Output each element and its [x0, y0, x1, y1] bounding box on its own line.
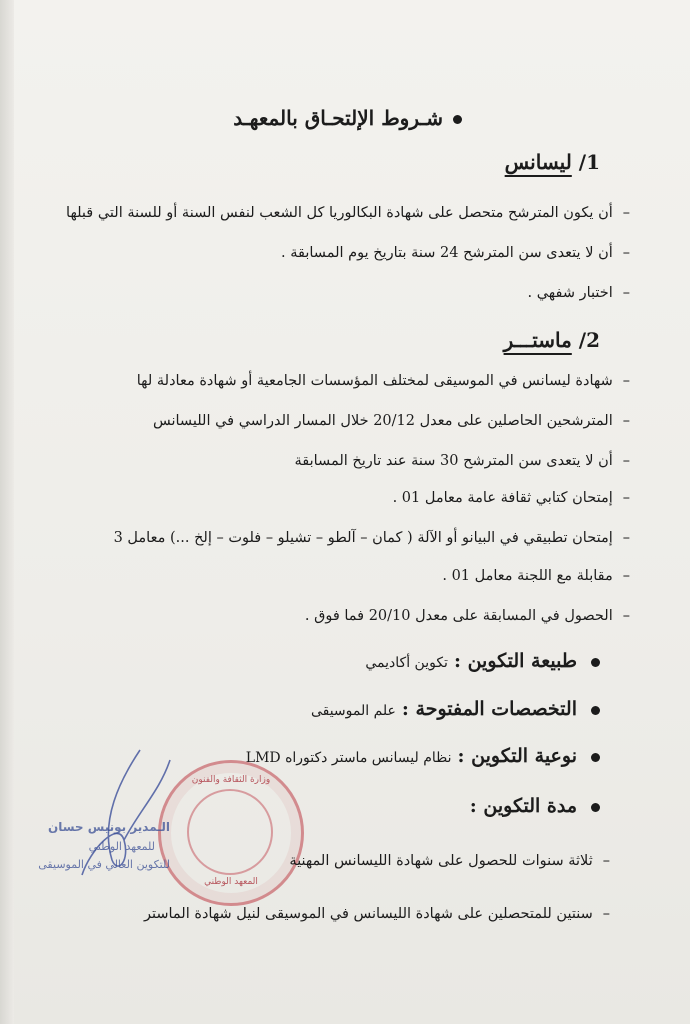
bullet-icon — [591, 803, 600, 812]
duration-item-text: ثلاثة سنوات للحصول على شهادة الليسانس المهنية — [289, 853, 593, 869]
dash-icon: – — [622, 490, 630, 506]
duration-item-text: سنتين للمتحصلين على شهادة الليسانس في الموسيقى لنيل شهادة الماستر — [143, 906, 593, 922]
section-licence-heading — [505, 150, 600, 174]
licence-item-text: اختبار شفهي . — [527, 285, 613, 301]
info-value: علم الموسيقى — [310, 703, 396, 719]
master-item-text: مقابلة مع اللجنة معامل 01 . — [442, 568, 613, 584]
section-number: 2/ — [578, 328, 600, 352]
licence-item-3 — [528, 285, 631, 301]
stamp-bottom-text: المعهد الوطني — [204, 877, 258, 887]
licence-item-2 — [281, 245, 630, 261]
master-item-2 — [153, 413, 630, 429]
info-value: تكوين أكاديمي — [365, 655, 448, 671]
signature-line2: للمعهد الوطني — [88, 840, 155, 853]
dash-icon: – — [622, 453, 630, 469]
master-item-3 — [294, 453, 630, 469]
bullet-icon — [591, 706, 600, 715]
info-label: التخصصات المفتوحة : — [401, 698, 577, 720]
dash-icon: – — [622, 568, 630, 584]
title-text: شـروط الإلتحـاق بالمعهـد — [233, 106, 443, 130]
title-bullet-icon — [453, 115, 462, 124]
dash-icon: – — [602, 906, 610, 922]
info-nature — [365, 650, 600, 672]
master-item-text: الحصول في المسابقة على معدل 20/10 فما فوق . — [304, 608, 613, 624]
info-label: نوعية التكوين : — [457, 745, 577, 767]
dash-icon: – — [622, 285, 630, 301]
master-item-text: شهادة ليسانس في الموسيقى لمختلف المؤسسات الجامعية أو شهادة معادلة لها — [136, 373, 613, 389]
dash-icon: – — [622, 608, 630, 624]
licence-item-text: أن يكون المترشح متحصل على شهادة البكالوريا كل الشعب لنفس السنة أو للسنة التي قبلها — [66, 205, 613, 221]
duration-item-1 — [289, 853, 610, 869]
section-label: ليسانس — [504, 150, 572, 174]
master-item-4 — [393, 490, 630, 506]
section-label: ماستـــر — [503, 328, 572, 352]
dash-icon: – — [622, 245, 630, 261]
master-item-5 — [114, 530, 630, 546]
stamp-top-text: وزارة الثقافة والفنون — [191, 775, 271, 785]
page-fold-shadow — [0, 0, 14, 1024]
bullet-icon — [591, 753, 600, 762]
master-item-7 — [305, 608, 630, 624]
signature-name: الـمدير بونيس حسان — [47, 820, 170, 834]
bullet-icon — [591, 658, 600, 667]
dash-icon: – — [622, 373, 630, 389]
signature-line3: للتكوين العالي في الموسيقى — [38, 858, 170, 871]
dash-icon: – — [622, 530, 630, 546]
master-item-text: إمتحان كتابي ثقافة عامة معامل 01 . — [392, 490, 613, 506]
master-item-text: المترشحين الحاصلين على معدل 20/12 خلال المسار الدراسي في الليسانس — [152, 413, 613, 429]
info-value: نظام ليسانس ماستر دكتوراه LMD — [245, 750, 452, 766]
info-duration — [470, 795, 600, 817]
info-label: مدة التكوين : — [469, 795, 577, 817]
document-title — [233, 106, 462, 130]
section-master-heading — [504, 328, 600, 352]
info-type — [246, 745, 600, 767]
duration-item-2 — [144, 906, 610, 922]
master-item-6 — [442, 568, 630, 584]
info-label: طبيعة التكوين : — [453, 650, 577, 672]
info-specialties — [311, 698, 600, 720]
master-item-1 — [137, 373, 630, 389]
master-item-text: أن لا يتعدى سن المترشح 30 سنة عند تاريخ المسابقة — [294, 453, 613, 469]
master-item-text: إمتحان تطبيقي في البيانو أو الآلة ( كمان – آلطو – تشيلو – فلوت – إلخ ...) معامل 3 — [113, 530, 613, 546]
section-number: 1/ — [578, 150, 600, 174]
dash-icon: – — [622, 413, 630, 429]
stamp-inner-ring — [187, 789, 273, 875]
licence-item-1 — [66, 205, 630, 221]
dash-icon: – — [602, 853, 610, 869]
licence-item-text: أن لا يتعدى سن المترشح 24 سنة بتاريخ يوم المسابقة . — [281, 245, 613, 261]
dash-icon: – — [622, 205, 630, 221]
